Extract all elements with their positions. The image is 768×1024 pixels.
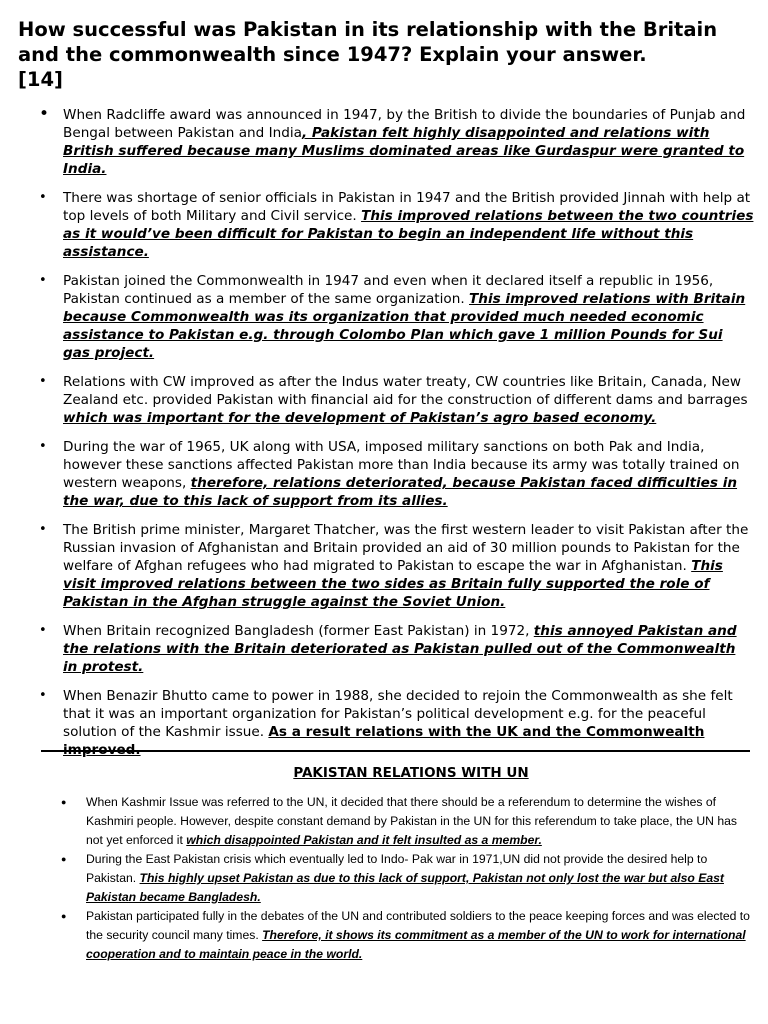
question-line-1: How successful was Pakistan in its relationship with the Britain bbox=[18, 18, 718, 41]
point-emphasis: This visit improved relations between the two sides as Britain fully supported the role of Pakistan in the Afghan struggle against the Soviet Union. bbox=[63, 558, 723, 610]
answer-point-war-1965 bbox=[0, 438, 768, 510]
answer-point-bangladesh bbox=[0, 622, 768, 676]
answer-point-radcliffe bbox=[0, 106, 768, 178]
point-emphasis: which disappointed Pakistan and it felt insulted as a member. bbox=[186, 833, 542, 847]
point-text: When Benazir Bhutto came to power in 1988, she decided to rejoin the Commonwealth as she felt that it was an important organization for Pakistan’s political development e.g. for the peaceful solution of the Kashmir issue. bbox=[63, 688, 733, 740]
point-emphasis: which was important for the development of Pakistan’s agro based economy. bbox=[63, 410, 657, 426]
point-text: When Radcliffe award was announced in 1947, by the British to divide the boundaries of Punjab and Bengal between Pakistan and India bbox=[63, 107, 746, 141]
point-text: When Kashmir Issue was referred to the UN, it decided that there should be a referendum to determine the wishes of Kashmiri people. However, despite constant demand by Pakistan in the UN for this referendum to take place, the UN has not yet enforced it bbox=[86, 795, 738, 847]
question-marks: [14] bbox=[18, 68, 63, 91]
point-text: Relations with CW improved as after the Indus water treaty, CW countries like Britain, Canada, New Zealand etc. provided Pakistan with financial aid for the construction of different dams and barrages bbox=[63, 374, 748, 408]
point-text: Pakistan joined the Commonwealth in 1947 and even when it declared itself a republic in 1956, Pakistan continued as a member of the same organization. bbox=[63, 273, 714, 307]
un-points-list bbox=[0, 793, 768, 964]
point-emphasis: As a result relations with the UK and the Commonwealth improved. bbox=[63, 724, 705, 758]
answer-points-list bbox=[0, 106, 768, 770]
point-emphasis: This improved relations between the two countries as it would’ve been difficult for Pakistan to begin an independent life without this assistance. bbox=[63, 208, 754, 260]
point-text: During the war of 1965, UK along with USA, imposed military sanctions on both Pak and India, however these sanctions affected Pakistan more than India because its army was totally trained on western weapons, bbox=[63, 439, 740, 491]
section-divider bbox=[41, 750, 750, 752]
point-emphasis: Therefore, it shows its commitment as a member of the UN to work for international cooperation and to maintain peace in the world. bbox=[86, 928, 746, 961]
point-text: There was shortage of senior officials in Pakistan in 1947 and the British provided Jinnah with help at top levels of both Military and Civil service. bbox=[63, 190, 751, 224]
point-emphasis: this annoyed Pakistan and the relations with the Britain deteriorated as Pakistan pulled out of the Commonwealth in protest. bbox=[63, 623, 737, 675]
point-text: Pakistan participated fully in the debates of the UN and contributed soldiers to the peace keeping forces and was elected to the security council many times. bbox=[86, 909, 750, 942]
un-point-east-pakistan bbox=[0, 850, 768, 907]
answer-point-bhutto bbox=[0, 687, 768, 759]
answer-point-thatcher bbox=[0, 521, 768, 611]
answer-point-indus-water bbox=[0, 373, 768, 427]
point-text: The British prime minister, Margaret Thatcher, was the first western leader to visit Pakistan after the Russian invasion of Afghanistan and Britain provided an aid of 30 million pounds to Pakistan for the welfare of Afghan refugees who had migrated to Pakistan to escape the war in Afghanistan. bbox=[63, 522, 749, 574]
point-text: During the East Pakistan crisis which eventually led to Indo- Pak war in 1971,UN did not provide the desired help to Pakistan. bbox=[86, 852, 708, 885]
answer-point-commonwealth-1947 bbox=[0, 272, 768, 362]
point-emphasis: This highly upset Pakistan as due to this lack of support, Pakistan not only lost the war but also East Pakistan became Bangladesh. bbox=[86, 871, 724, 904]
point-emphasis: therefore, relations deteriorated, because Pakistan faced difficulties in the war, due to this lack of support from its allies. bbox=[63, 475, 738, 509]
un-point-peacekeeping bbox=[0, 907, 768, 964]
question-heading bbox=[18, 17, 753, 92]
answer-point-officials bbox=[0, 189, 768, 261]
point-text: When Britain recognized Bangladesh (former East Pakistan) in 1972, bbox=[63, 623, 534, 639]
un-section-heading: PAKISTAN RELATIONS WITH UN bbox=[293, 765, 529, 781]
point-emphasis: This improved relations with Britain because Commonwealth was its organization that provided much needed economic assistance to Pakistan e.g. through Colombo Plan which gave 1 million Pounds for Sui gas project. bbox=[63, 291, 746, 361]
un-point-kashmir bbox=[0, 793, 768, 850]
point-emphasis: , Pakistan felt highly disappointed and relations with British suffered because many Muslims dominated areas like Gurdaspur were granted to India. bbox=[63, 125, 745, 177]
question-line-2: and the commonwealth since 1947? Explain your answer. bbox=[18, 43, 647, 66]
